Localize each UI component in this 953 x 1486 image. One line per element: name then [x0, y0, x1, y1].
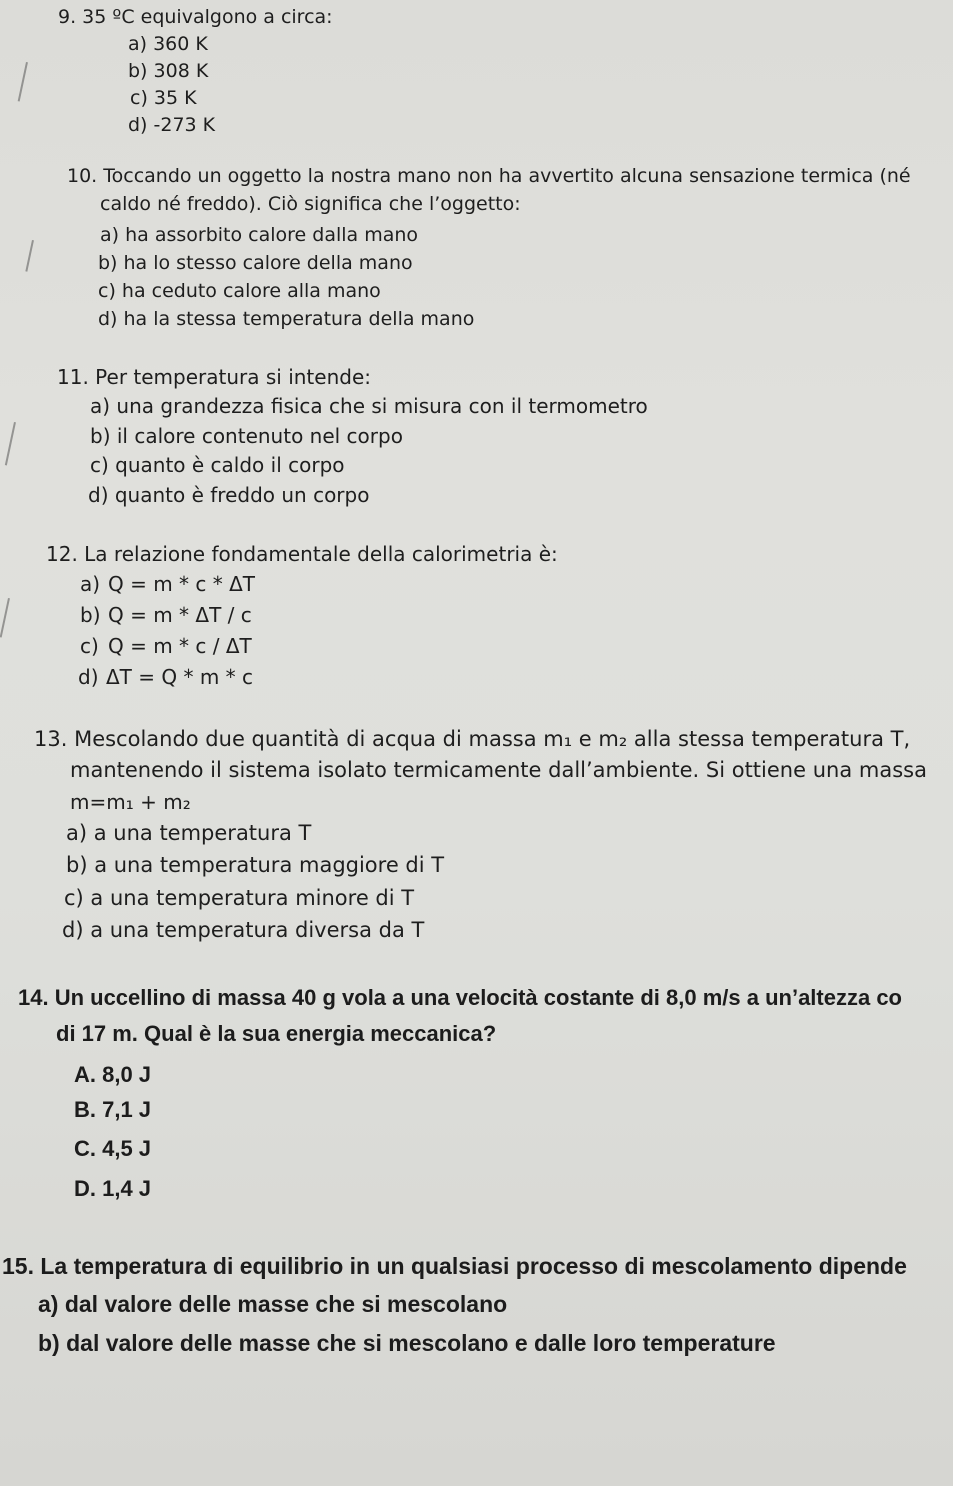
- pencil-mark-icon: [0, 598, 10, 638]
- q9-option-c: c) 35 K: [130, 87, 197, 109]
- q9-stem: 9. 35 ºC equivalgono a circa:: [58, 6, 333, 28]
- q12-option-b-letter: b): [80, 603, 101, 627]
- q13-stem-line1: 13. Mescolando due quantità di acqua di massa m₁ e m₂ alla stessa temperatura T,: [34, 727, 911, 751]
- q12-option-a-letter: a): [80, 572, 101, 596]
- q11-option-a: a) una grandezza fisica che si misura con il termometro: [90, 394, 648, 418]
- q10-option-c: c) ha ceduto calore alla mano: [98, 280, 381, 302]
- pencil-mark-icon: [25, 240, 34, 272]
- q13-option-d: d) a una temperatura diversa da T: [62, 918, 425, 942]
- q14-stem-line1: 14. Un uccellino di massa 40 g vola a una velocità costante di 8,0 m/s a un’altezza co: [18, 985, 902, 1010]
- q10-option-b: b) ha lo stesso calore della mano: [98, 252, 413, 274]
- q11-option-d: d) quanto è freddo un corpo: [88, 483, 370, 507]
- q12-stem: 12. La relazione fondamentale della calorimetria è:: [46, 542, 558, 566]
- q14-stem-line2: di 17 m. Qual è la sua energia meccanica?: [56, 1021, 497, 1046]
- q12-option-d-formula: ΔT = Q * m * c: [106, 665, 254, 689]
- q13-option-a: a) a una temperatura T: [66, 821, 312, 845]
- q14-option-c: C. 4,5 J: [74, 1136, 152, 1161]
- q10-stem-line2: caldo né freddo). Ciò significa che l’oggetto:: [100, 193, 521, 215]
- q13-option-c: c) a una temperatura minore di T: [64, 886, 415, 910]
- q11-option-b: b) il calore contenuto nel corpo: [90, 424, 403, 448]
- q12-option-a-formula: Q = m * c * ΔT: [108, 572, 256, 596]
- q12-option-c-letter: c): [80, 634, 99, 658]
- q12-option-c-formula: Q = m * c / ΔT: [108, 634, 252, 658]
- q14-option-a: A. 8,0 J: [74, 1062, 152, 1087]
- q10-option-d: d) ha la stessa temperatura della mano: [98, 308, 475, 330]
- q15-option-a: a) dal valore delle masse che si mescolano: [38, 1291, 508, 1317]
- q11-stem: 11. Per temperatura si intende:: [57, 365, 371, 389]
- q13-formula: m=m₁ + m₂: [70, 790, 191, 814]
- q9-option-d: d) -273 K: [128, 114, 216, 136]
- q15-stem: 15. La temperatura di equilibrio in un qualsiasi processo di mescolamento dipende: [2, 1253, 907, 1279]
- q10-stem-line1: 10. Toccando un oggetto la nostra mano non ha avvertito alcuna sensazione termica (né: [67, 165, 911, 187]
- q10-option-a: a) ha assorbito calore dalla mano: [100, 224, 419, 246]
- q15-option-b: b) dal valore delle masse che si mescolano e dalle loro temperature: [38, 1330, 776, 1356]
- pencil-mark-icon: [5, 422, 16, 465]
- q9-option-a: a) 360 K: [128, 33, 208, 55]
- q14-option-b: B. 7,1 J: [74, 1097, 152, 1122]
- q13-stem-line2: mantenendo il sistema isolato termicamente dall’ambiente. Si ottiene una massa: [70, 758, 927, 782]
- q13-option-b: b) a una temperatura maggiore di T: [66, 853, 445, 877]
- q12-option-d-letter: d): [78, 665, 99, 689]
- q9-option-b: b) 308 K: [128, 60, 209, 82]
- q12-option-b-formula: Q = m * ΔT / c: [108, 603, 252, 627]
- pencil-mark-icon: [18, 62, 28, 102]
- q14-option-d: D. 1,4 J: [74, 1176, 152, 1201]
- q11-option-c: c) quanto è caldo il corpo: [90, 453, 345, 477]
